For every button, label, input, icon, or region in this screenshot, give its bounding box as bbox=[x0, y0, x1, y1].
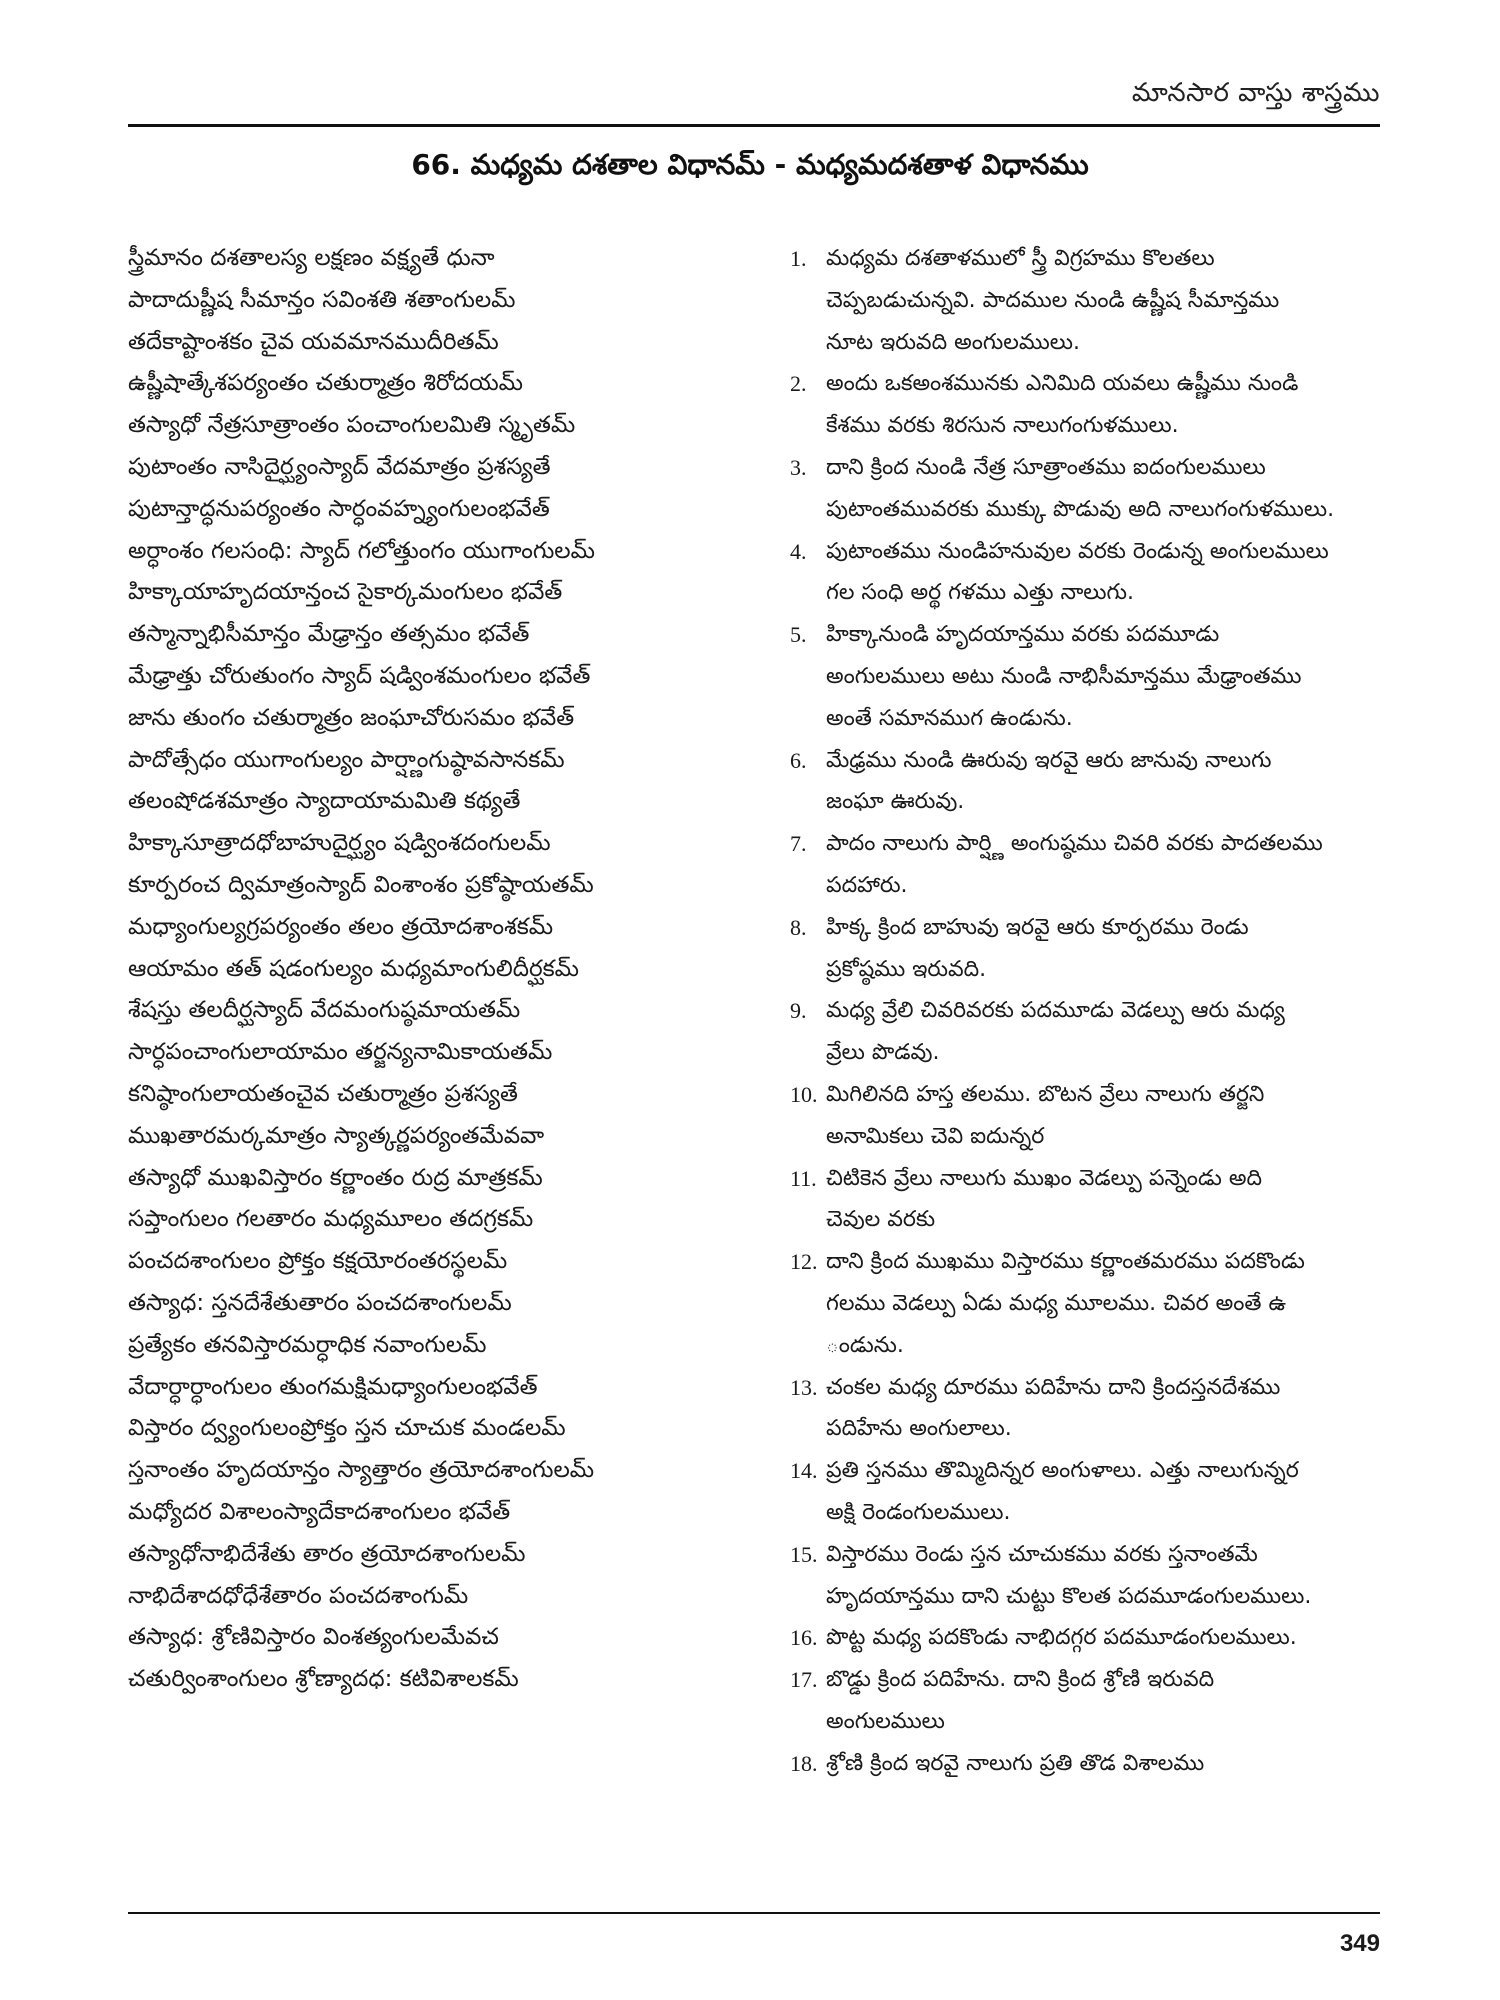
item-number: 2. bbox=[790, 371, 807, 397]
item-number: 3. bbox=[790, 454, 807, 480]
item-text-line: పుటాంతమువరకు ముక్కు పొడువు అది నాలుగంగుళములు. bbox=[826, 496, 1335, 522]
translation-item bbox=[790, 1158, 1382, 1242]
header-rule bbox=[128, 124, 1380, 127]
sanskrit-verse-line: విస్తారం ద్వ్యంగులంప్రోక్తం స్తన చూచుక మండలమ్ bbox=[128, 1415, 566, 1442]
item-text-line: గలము వెడల్పు ఏడు మధ్య మూలము. చివర అంతే ఉ bbox=[826, 1290, 1287, 1316]
item-number: 18. bbox=[790, 1750, 818, 1776]
sanskrit-verses-column bbox=[128, 238, 748, 1701]
item-text-line: హిక్క క్రింద బాహువు ఇరవై ఆరు కూర్పరము రెండు bbox=[826, 914, 1249, 940]
translation-item bbox=[790, 990, 1382, 1074]
sanskrit-verse-line: కూర్పరంచ ద్విమాత్రంస్యాద్ వింశాంశం ప్రకోష్ఠాయతమ్ bbox=[128, 871, 594, 898]
sanskrit-verse-line: తస్మాన్నాభిసీమాన్తం మేఢ్రాన్తం తత్సమం భవేత్ bbox=[128, 621, 530, 648]
item-number: 16. bbox=[790, 1625, 818, 1651]
translation-item bbox=[790, 1074, 1382, 1158]
item-text-line: చిటికెన వ్రేలు నాలుగు ముఖం వెడల్పు పన్నెండు అది bbox=[826, 1165, 1262, 1191]
sanskrit-verse-line: తస్యాధో నేత్రసూత్రాంతం పంచాంగులమితి స్మృతమ్ bbox=[128, 412, 576, 439]
item-number: 10. bbox=[790, 1081, 818, 1107]
sanskrit-verse-line: పాదాదుష్ణీష సీమాన్తం సవింశతి శతాంగులమ్ bbox=[128, 286, 516, 313]
item-text-line: అందు ఒకఅంశమునకు ఎనిమిది యవలు ఉష్ణీము నుండి bbox=[826, 371, 1299, 397]
item-text-line: పొట్ట మధ్య పదకొండు నాభిదగ్గర పదమూడంగులములు. bbox=[826, 1625, 1297, 1651]
item-text bbox=[826, 363, 1382, 447]
item-number: 12. bbox=[790, 1249, 818, 1275]
item-text-line: చెవుల వరకు bbox=[826, 1207, 936, 1233]
item-text bbox=[826, 1074, 1382, 1158]
item-number: 17. bbox=[790, 1667, 818, 1693]
item-text-line: చంకల మధ్య దూరము పదిహేను దాని క్రిందస్తనదేశము bbox=[826, 1374, 1281, 1400]
item-text-line: బొడ్డు క్రింద పదిహేను. దాని క్రింద శ్రోణి ఇరువది bbox=[826, 1667, 1215, 1693]
translation-item bbox=[790, 740, 1382, 824]
item-text-line: హృదయాన్తము దాని చుట్టు కొలత పదమూడంగులములు. bbox=[826, 1583, 1312, 1609]
translation-item bbox=[790, 447, 1382, 531]
translation-item bbox=[790, 531, 1382, 615]
sanskrit-verse-line: నాభిదేశాదధోధేశేతారం పంచదశాంగుమ్ bbox=[128, 1582, 469, 1609]
item-text bbox=[826, 531, 1382, 615]
item-text-line: గల సంధి అర్థ గళము ఎత్తు నాలుగు. bbox=[826, 580, 1134, 606]
sanskrit-verse-line: ప్రత్యేకం తనవిస్తారమర్ధాధిక నవాంగులమ్ bbox=[128, 1331, 487, 1358]
sanskrit-verse-line: ముఖతారమర్కమాత్రం స్యాత్కర్ణపర్యంతమేవవా bbox=[128, 1122, 545, 1149]
item-text bbox=[826, 740, 1382, 824]
sanskrit-verse-line: జాను తుంగం చతుర్మాత్రం జంఘాచోరుసమం భవేత్ bbox=[128, 704, 575, 731]
footer-rule bbox=[128, 1912, 1380, 1914]
translation-item bbox=[790, 823, 1382, 907]
sanskrit-verse-line: తస్యాధ: శ్రోణివిస్తారం వింశత్యంగులమేవచ bbox=[128, 1624, 499, 1651]
translation-item bbox=[790, 1367, 1382, 1451]
sanskrit-verse-line: పాదోత్సేధం యుగాంగుల్యం పార్ష్ణాంగుష్ఠావసానకమ్ bbox=[128, 746, 565, 773]
item-text-line: కేశము వరకు శిరసున నాలుగంగుళములు. bbox=[826, 413, 1179, 439]
translation-item bbox=[790, 1241, 1382, 1366]
translation-item bbox=[790, 1534, 1382, 1618]
page-number: 349 bbox=[1339, 1930, 1380, 1957]
sanskrit-verse-line: చతుర్వింశాంగులం శ్రోణ్యాదధ: కటివిశాలకమ్ bbox=[128, 1666, 519, 1693]
item-text-line: నూట ఇరువది అంగులములు. bbox=[826, 329, 1080, 355]
item-text-line: పదిహేను అంగులాలు. bbox=[826, 1416, 1012, 1442]
item-text bbox=[826, 1659, 1382, 1743]
item-text bbox=[826, 1158, 1382, 1242]
item-number: 5. bbox=[790, 622, 807, 648]
item-text bbox=[826, 447, 1382, 531]
item-number: 6. bbox=[790, 747, 807, 773]
sanskrit-verse-line: మధ్యాంగుల్యగ్రపర్యంతం తలం త్రయోదశాంశకమ్ bbox=[128, 913, 554, 940]
sanskrit-verse-line: తస్యాధోనాభిదేశేతు తారం త్రయోదశాంగులమ్ bbox=[128, 1540, 526, 1567]
item-text-line: ప్రతి స్తనము తొమ్మిదిన్నర అంగుళాలు. ఎత్తు నాలుగున్నర bbox=[826, 1458, 1299, 1484]
item-text-line: అంగులములు అటు నుండి నాభిసీమాన్తము మేఢ్రాంతము bbox=[826, 663, 1302, 689]
item-text-line: హిక్కానుండి హృదయాన్తము వరకు పదమూడు bbox=[826, 622, 1220, 648]
item-text-line: ండును. bbox=[826, 1332, 904, 1358]
item-text-line: ప్రకోష్ఠము ఇరువది. bbox=[826, 956, 987, 982]
translation-item bbox=[790, 1617, 1382, 1659]
item-text bbox=[826, 1743, 1382, 1785]
item-text-line: విస్తారము రెండు స్తన చూచుకము వరకు స్తనాంతమే bbox=[826, 1541, 1258, 1567]
sanskrit-verse-line: హిక్కాయాహృదయాన్తంచ సైకార్కమంగులం భవేత్ bbox=[128, 579, 563, 606]
item-text-line: అంగులములు bbox=[826, 1708, 945, 1734]
item-text-line: పాదం నాలుగు పార్ష్ణి అంగుష్ఠము చివరి వరకు పాదతలము bbox=[826, 831, 1323, 857]
item-text-line: మేఢ్రము నుండి ఊరువు ఇరవై ఆరు జానువు నాలుగు bbox=[826, 747, 1272, 773]
item-text-line: మిగిలినది హస్త తలము. బొటన వ్రేలు నాలుగు తర్జని bbox=[826, 1081, 1265, 1107]
telugu-translation-column bbox=[790, 238, 1382, 1784]
item-text-line: పుటాంతము నుండిహనువుల వరకు రెండున్న అంగులములు bbox=[826, 538, 1329, 564]
item-text bbox=[826, 907, 1382, 991]
sanskrit-verse-line: తదేకాష్టాంశకం చైవ యవమానముదీరితమ్ bbox=[128, 328, 499, 355]
chapter-title: 66. మధ్యమ దశతాల విధానమ్ - మధ్యమదశతాళ విధానము bbox=[411, 148, 1089, 181]
item-text bbox=[826, 238, 1382, 363]
item-text bbox=[826, 1367, 1382, 1451]
item-text bbox=[826, 1450, 1382, 1534]
item-number: 9. bbox=[790, 998, 807, 1024]
sanskrit-verse-line: తస్యాధో ముఖవిస్తారం కర్ణాంతం రుద్ర మాత్రకమ్ bbox=[128, 1164, 543, 1191]
sanskrit-verse-line: పుటాంతం నాసిదైర్ఘ్యంస్యాద్ వేదమాత్రం ప్రశస్యతే bbox=[128, 453, 551, 480]
sanskrit-verse-line: ఉష్ణీషాత్కేశపర్యంతం చతుర్మాత్రం శిరోదయమ్ bbox=[128, 370, 523, 397]
item-text-line: చెప్పబడుచున్నవి. పాదముల నుండి ఉష్ణీష సీమాన్తము bbox=[826, 287, 1280, 313]
translation-item bbox=[790, 907, 1382, 991]
sanskrit-verse-line: పంచదశాంగులం ప్రోక్తం కక్షయోరంతరస్థలమ్ bbox=[128, 1248, 508, 1275]
sanskrit-verse-line: స్తనాంతం హృదయాన్తం స్యాత్తారం త్రయోదశాంగులమ్ bbox=[128, 1457, 595, 1484]
item-number: 1. bbox=[790, 246, 807, 271]
item-text-line: దాని క్రింద నుండి నేత్ర సూత్రాంతము ఐదంగులములు bbox=[826, 454, 1266, 480]
sanskrit-verse-line: సార్ధపంచాంగులాయామం తర్జన్యనామికాయతమ్ bbox=[128, 1039, 553, 1066]
running-header: మానసార వాస్తు శాస్త్రము bbox=[1131, 78, 1380, 108]
sanskrit-verse-line: ఆయామం తత్ షడంగుల్యం మధ్యమాంగులిదీర్ఘకమ్ bbox=[128, 955, 579, 982]
translation-item bbox=[790, 363, 1382, 447]
translation-item bbox=[790, 238, 1382, 363]
sanskrit-verse-line: తస్యాధ: స్తనదేశేతుతారం పంచదశాంగులమ్ bbox=[128, 1289, 512, 1316]
sanskrit-verse-line: తలంషోడశమాత్రం స్యాదాయామమితి కథ్యతే bbox=[128, 788, 521, 815]
item-text-line: అక్షి రెండంగులములు. bbox=[826, 1499, 1011, 1525]
translation-item bbox=[790, 1659, 1382, 1743]
item-number: 13. bbox=[790, 1374, 818, 1400]
item-text bbox=[826, 990, 1382, 1074]
item-number: 11. bbox=[790, 1165, 817, 1191]
sanskrit-verse-line: అర్ధాంశం గలసంధి: స్యాద్ గలోత్తుంగం యుగాంగులమ్ bbox=[128, 537, 595, 564]
translation-item bbox=[790, 1450, 1382, 1534]
item-number: 4. bbox=[790, 538, 807, 564]
item-number: 7. bbox=[790, 831, 807, 857]
item-text-line: అనామికలు చెవి ఐదున్నర bbox=[826, 1123, 1045, 1149]
sanskrit-verse-line: పుటాన్తాద్ధనుపర్యంతం సార్ధంవహ్న్యంగులంభవేత్ bbox=[128, 495, 550, 522]
item-text-line: పదహారు. bbox=[826, 872, 908, 898]
item-text bbox=[826, 614, 1382, 739]
item-text bbox=[826, 1241, 1382, 1366]
sanskrit-verse-line: సప్తాంగులం గలతారం మధ్యమూలం తదగ్రకమ్ bbox=[128, 1206, 534, 1233]
item-number: 15. bbox=[790, 1541, 818, 1567]
item-number: 8. bbox=[790, 914, 807, 940]
sanskrit-verse-line: స్త్రీమానం దశతాలస్య లక్షణం వక్ష్యతే ధునా bbox=[128, 245, 495, 271]
item-text-line: వ్రేలు పొడవు. bbox=[826, 1040, 940, 1066]
translation-item bbox=[790, 614, 1382, 739]
sanskrit-verse-line: కనిష్ఠాంగులాయతంచైవ చతుర్మాత్రం ప్రశస్యతే bbox=[128, 1080, 518, 1107]
item-text-line: మధ్య వ్రేలి చివరివరకు పదమూడు వెడల్పు ఆరు మధ్య bbox=[826, 998, 1285, 1024]
item-text bbox=[826, 823, 1382, 907]
item-text-line: మధ్యమ దశతాళములో స్త్రీ విగ్రహము కొలతలు bbox=[826, 246, 1215, 271]
sanskrit-verse-line: శేషస్తు తలదీర్ఘస్యాద్ వేదమంగుష్ఠమాయతమ్ bbox=[128, 997, 521, 1024]
sanskrit-verse-line: వేదార్ధార్ధాంగులం తుంగమక్షిమధ్యాంగులంభవేత్ bbox=[128, 1373, 538, 1400]
item-text-line: దాని క్రింద ముఖము విస్తారము కర్ణాంతమరము పదకొండు bbox=[826, 1249, 1305, 1275]
translation-item bbox=[790, 1743, 1382, 1785]
item-text-line: జంఘా ఊరువు. bbox=[826, 789, 965, 815]
item-number: 14. bbox=[790, 1458, 818, 1484]
sanskrit-verse-line: మేఢ్రాత్తు చోరుతుంగం స్యాద్ షడ్వింశమంగులం భవేత్ bbox=[128, 662, 591, 689]
item-text bbox=[826, 1534, 1382, 1618]
sanskrit-verse-line: మధ్యోదర విశాలంస్యాదేకాదశాంగులం భవేత్ bbox=[128, 1498, 511, 1525]
item-text bbox=[826, 1617, 1382, 1659]
item-text-line: అంతే సమానముగ ఉండును. bbox=[826, 705, 1073, 731]
sanskrit-verse-line: హిక్కాసూత్రాదధోబాహుదైర్ఘ్యం షడ్వింశదంగులమ్ bbox=[128, 830, 551, 857]
item-text-line: శ్రోణి క్రింద ఇరవై నాలుగు ప్రతి తొడ విశాలము bbox=[826, 1750, 1205, 1776]
